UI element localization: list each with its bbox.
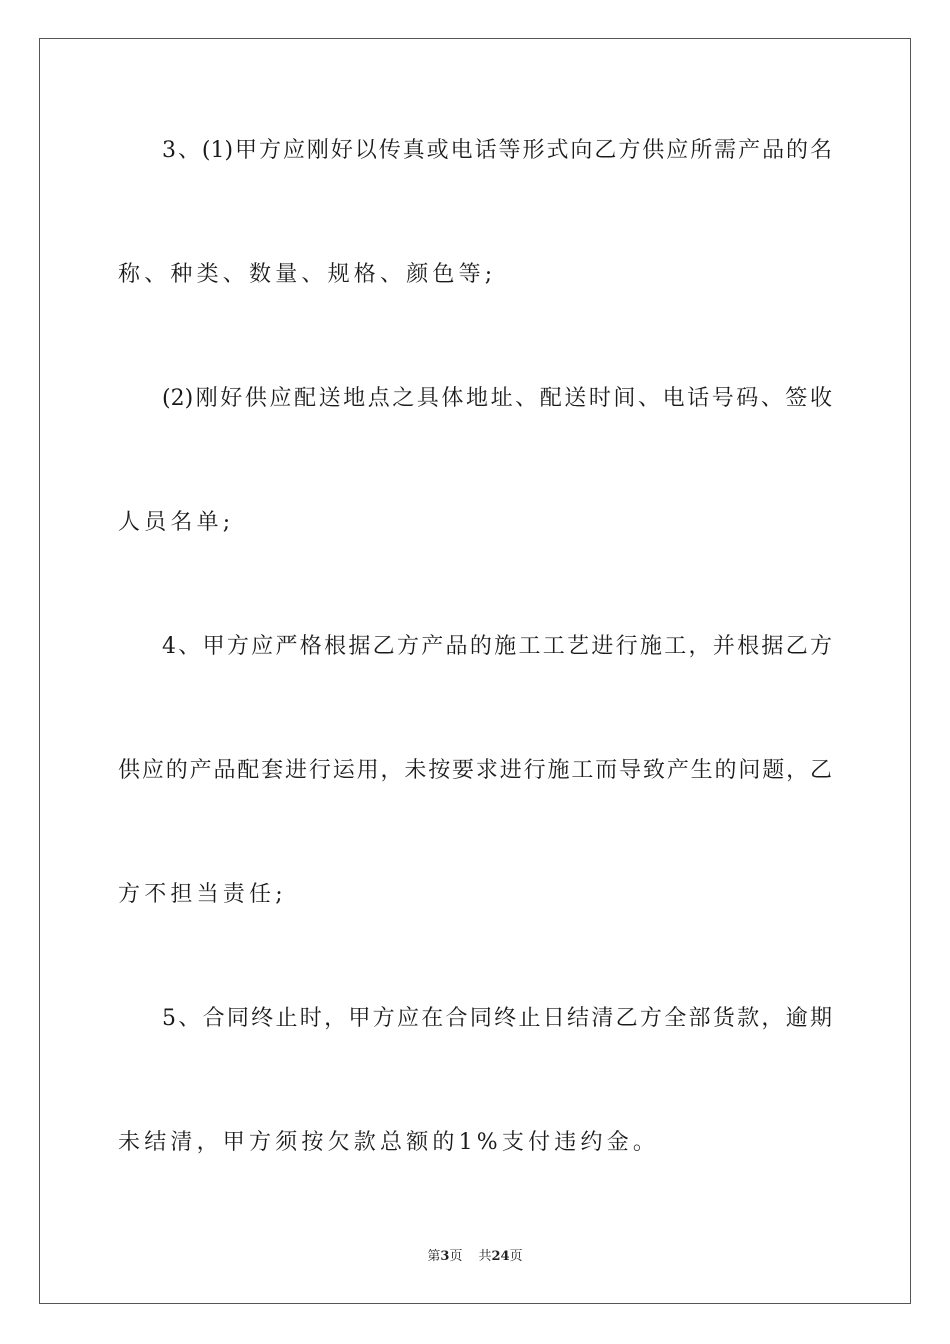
paragraph-4-line-1: 5、合同终止时，甲方应在合同终止日结清乙方全部货款，逾期 — [162, 1006, 832, 1031]
page-prefix: 第 — [427, 1249, 441, 1264]
paragraph-2-line-2: 人员名单; — [118, 510, 235, 535]
paragraph-3-line-2: 供应的产品配套进行运用，未按要求进行施工而导致产生的问题，乙 — [118, 758, 832, 783]
total-suffix: 页 — [509, 1249, 523, 1264]
paragraph-2-line-1: (2)刚好供应配送地点之具体地址、配送时间、电话号码、签收 — [162, 386, 832, 411]
paragraph-3-line-3: 方不担当责任; — [118, 882, 287, 907]
total-pages: 24 — [491, 1249, 510, 1264]
page-number: 3 — [440, 1249, 450, 1264]
paragraph-4-line-2: 未结清，甲方须按欠款总额的1%支付违约金。 — [118, 1130, 660, 1155]
page-suffix: 页 — [449, 1249, 463, 1264]
total-prefix: 共 — [478, 1249, 492, 1264]
page-border — [39, 38, 911, 1304]
paragraph-3-line-1: 4、甲方应严格根据乙方产品的施工工艺进行施工，并根据乙方 — [162, 634, 832, 659]
page-footer — [0, 1248, 950, 1266]
paragraph-1-line-1: 3、(1)甲方应刚好以传真或电话等形式向乙方供应所需产品的名 — [162, 138, 832, 163]
paragraph-1-line-2: 称、种类、数量、规格、颜色等; — [118, 262, 497, 287]
